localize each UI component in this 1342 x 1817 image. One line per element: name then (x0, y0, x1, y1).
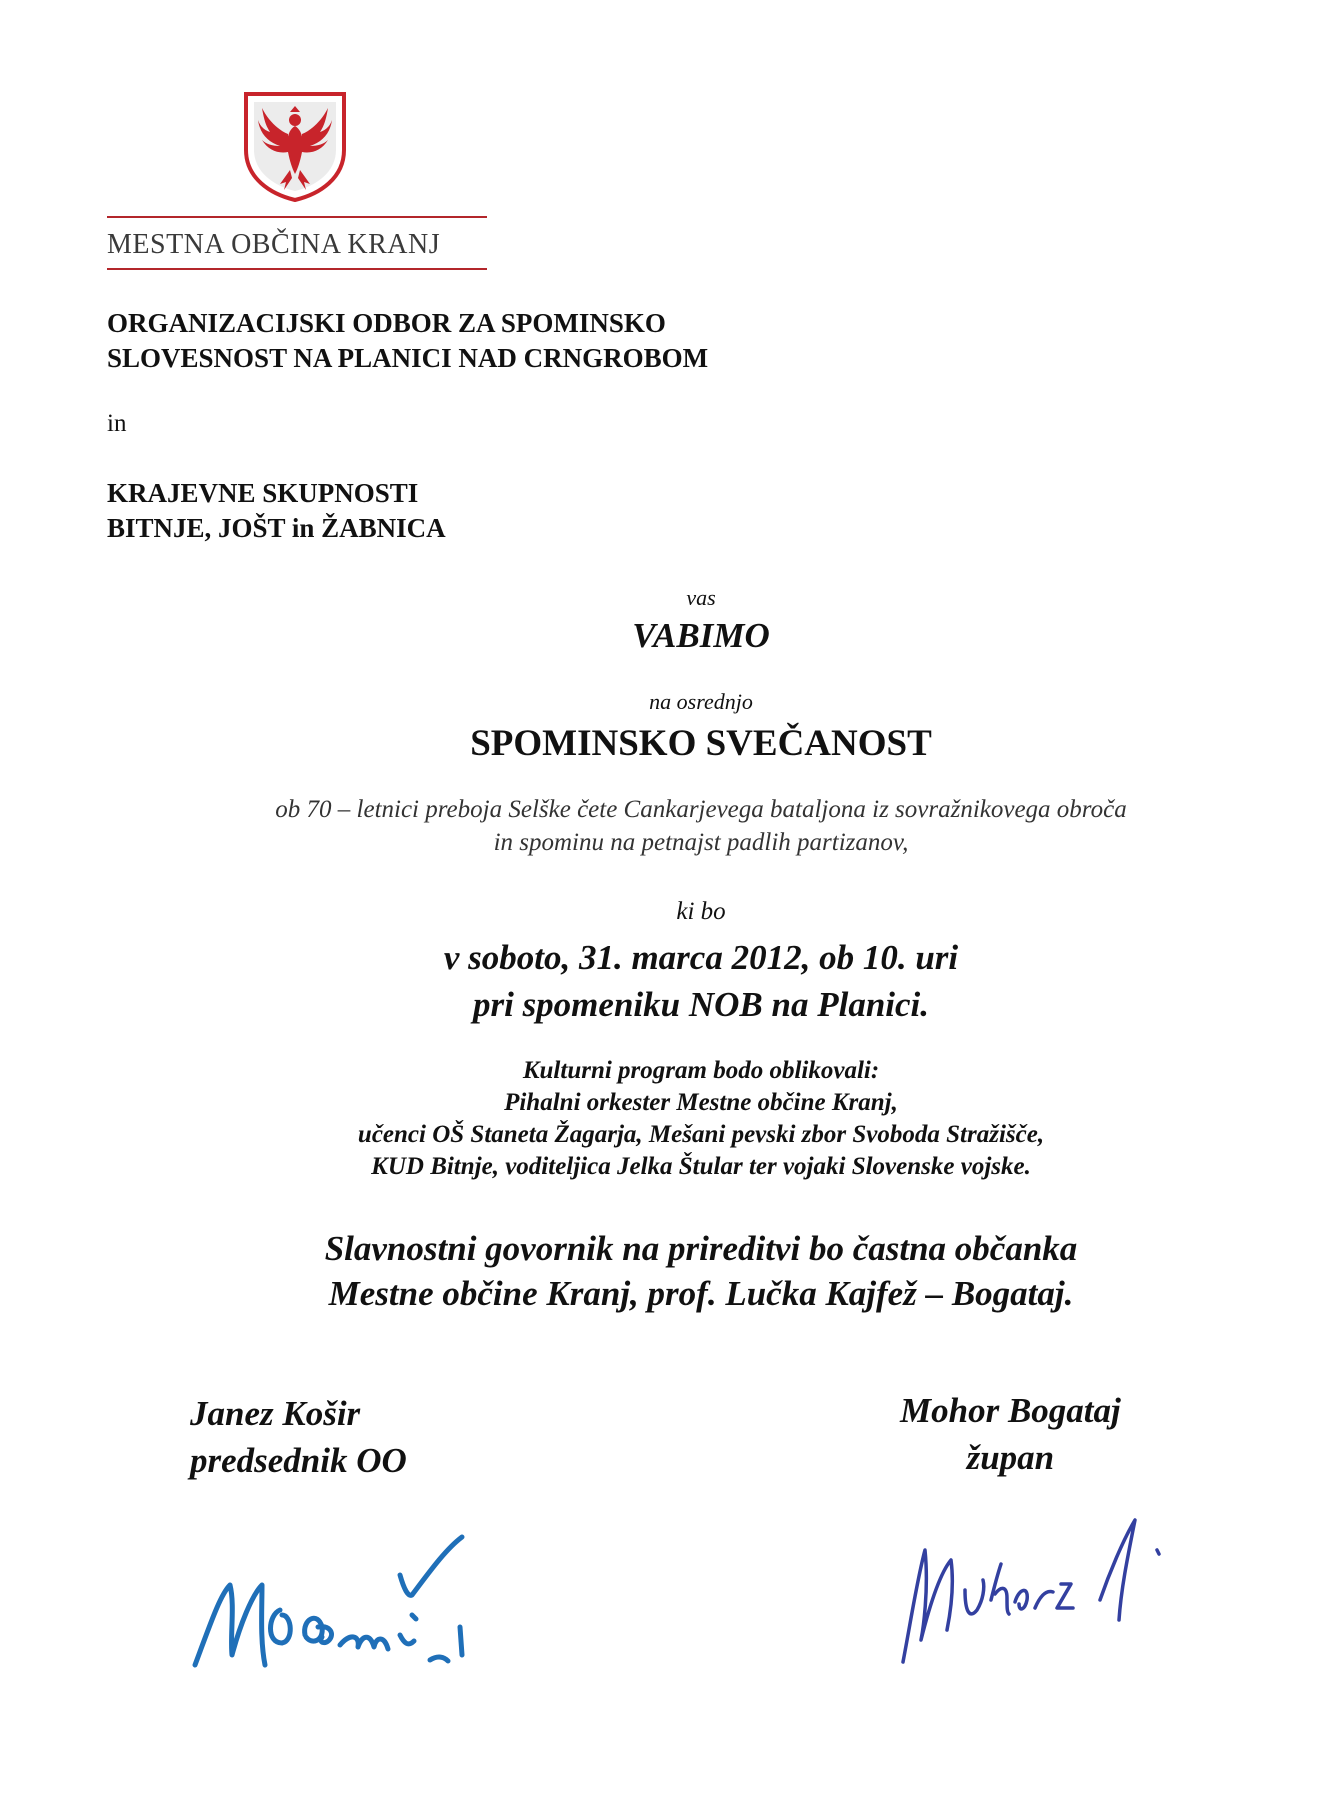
organizer-block (107, 306, 708, 376)
date-line: v soboto, 31. marca 2012, ob 10. uri (443, 938, 959, 977)
conjunction-text: in (107, 410, 127, 437)
place-line: pri spomeniku NOB na Planici. (472, 985, 930, 1024)
program-block (0, 1055, 1342, 1183)
program-line: Kulturni program bodo oblikovali: (522, 1057, 880, 1084)
vabimo-heading: VABIMO (632, 616, 770, 655)
municipality-name: MESTNA OBČINA KRANJ (107, 229, 441, 260)
program-line: učenci OŠ Staneta Žagarja, Mešani pevski zbor Svoboda Stražišče, (357, 1121, 1045, 1148)
speaker-line: Slavnostni govornik na prireditvi bo častna občanka (324, 1229, 1078, 1268)
header-rule-top (107, 216, 487, 218)
speaker-line: Mestne občine Kranj, prof. Lučka Kajfež – Bogataj. (328, 1274, 1074, 1313)
signatory-name: Mohor Bogataj (900, 1391, 1121, 1430)
program-line: KUD Bitnje, voditeljica Jelka Štular ter vojaki Slovenske vojske. (371, 1153, 1031, 1180)
header-rule-bottom (107, 268, 487, 270)
na-osrednjo-text: na osrednjo (649, 689, 753, 714)
communities-line: KRAJEVNE SKUPNOSTI (107, 478, 419, 508)
signatory-name: Janez Košir (190, 1394, 361, 1433)
coat-of-arms-icon (240, 90, 350, 202)
organizer-line: SLOVESNOST NA PLANICI NAD CRNGROBOM (107, 343, 709, 373)
ki-bo-text: ki bo (676, 898, 726, 925)
signatory-right (900, 1387, 1121, 1481)
signatory-role: župan (966, 1438, 1055, 1477)
speaker-block (0, 1226, 1342, 1316)
organizer-line: ORGANIZACIJSKI ODBOR ZA SPOMINSKO (107, 308, 666, 338)
event-title: SPOMINSKO SVEČANOST (470, 723, 932, 764)
occasion-line: in spominu na petnajst padlih partizanov, (493, 829, 909, 856)
communities-block (107, 476, 446, 546)
signatory-left (190, 1390, 407, 1484)
occasion-line: ob 70 – letnici preboja Selške čete Cankarjevega bataljona iz sovražnikovega obroča (275, 796, 1127, 823)
communities-line: BITNJE, JOŠT in ŽABNICA (107, 513, 446, 543)
signature-right-icon (895, 1490, 1225, 1675)
occasion-block (0, 793, 1342, 859)
vas-text: vas (686, 585, 716, 610)
program-line: Pihalni orkester Mestne občine Kranj, (504, 1089, 898, 1116)
date-place-block (0, 934, 1342, 1028)
signature-left-icon (190, 1515, 500, 1685)
signatory-role: predsednik OO (190, 1441, 407, 1480)
